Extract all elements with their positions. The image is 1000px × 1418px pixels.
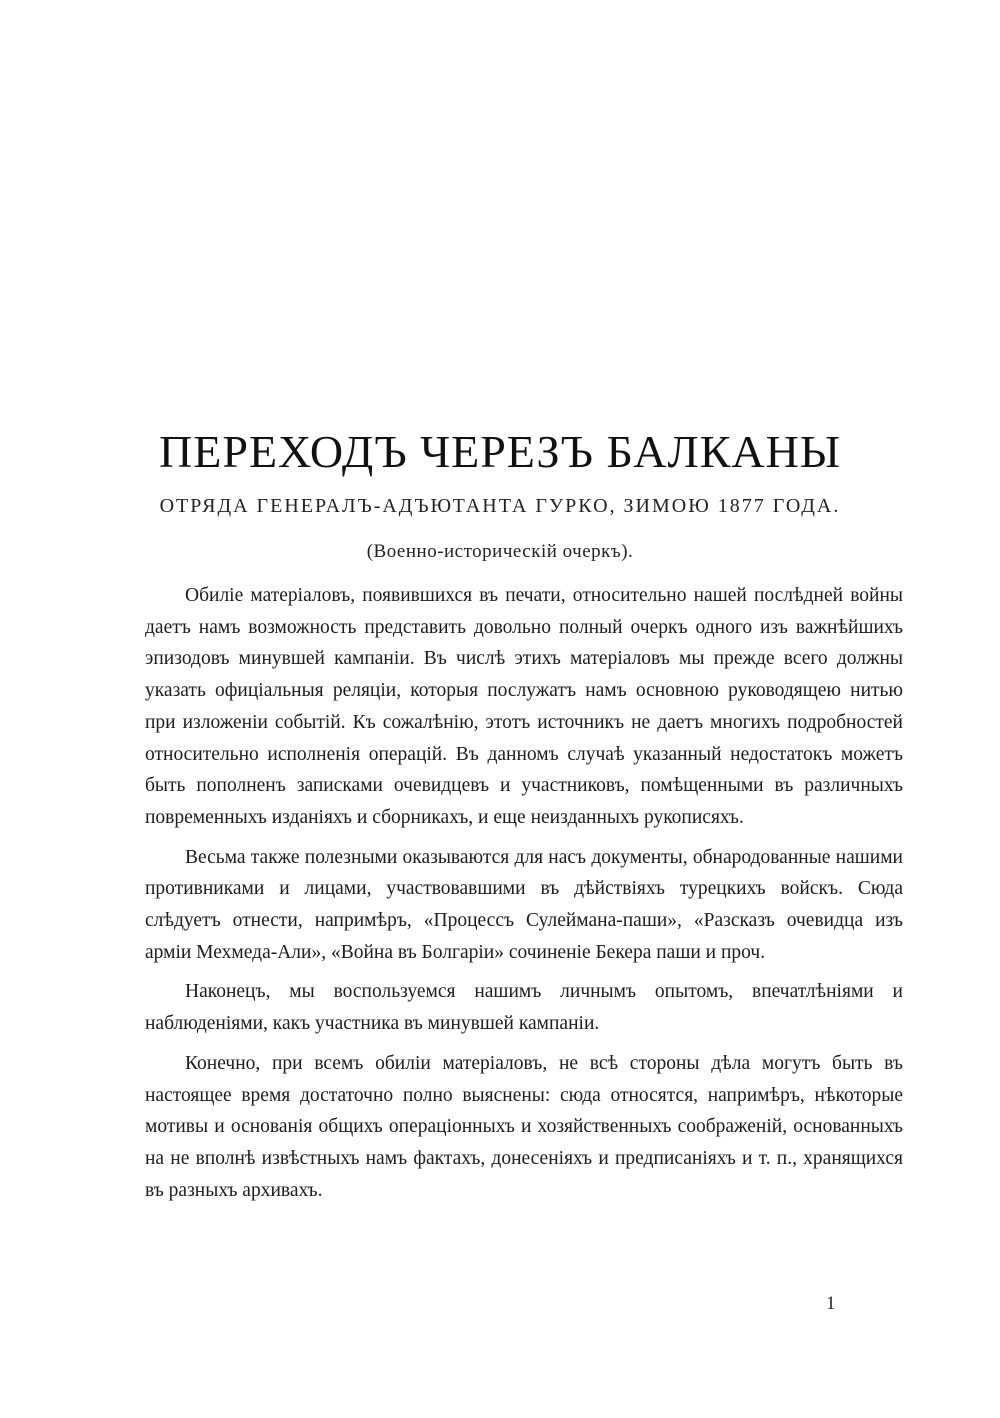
paragraph-4: Конечно, при всемъ обиліи матеріаловъ, не всѣ стороны дѣла могутъ быть въ настоящее время достаточно полно выяснены: сюда относятся, напримѣръ, нѣкоторые мотивы и основанія общихъ операціонныхъ и хозяйственныхъ соображеній, основанныхъ на не вполнѣ извѣстныхъ намъ фактахъ, донесеніяхъ и предписаніяхъ и т. п., хранящихся въ разныхъ архивахъ. — [145, 1052, 903, 1201]
page-number: 1 — [826, 1293, 836, 1314]
document-title: ПЕРЕХОДЪ ЧЕРЕЗЪ БАЛКАНЫ — [159, 426, 841, 477]
body-text — [145, 580, 903, 1214]
document-subtitle: ОТРЯДА ГЕНЕРАЛЪ-АДЪЮТАНТА ГУРКО, ЗИМОЮ 1877 ГОДА. — [159, 495, 841, 517]
paragraph-1: Обиліе матеріаловъ, появившихся въ печати, относительно нашей послѣдней войны даетъ намъ возможность представить довольно полный очеркъ одного изъ важнѣйшихъ эпизодовъ минувшей кампаніи. Въ числѣ этихъ матеріаловъ мы прежде всего должны указать офиціальныя реляціи, которыя послужатъ намъ основною руководящею нитью при изложеніи событій. Къ сожалѣнію, этотъ источникъ не даетъ многихъ подробностей относительно исполненія операцій. Въ данномъ случаѣ указанный недостатокъ можетъ быть пополненъ записками очевидцевъ и участниковъ, помѣщенными въ различныхъ повременныхъ изданіяхъ и сборникахъ, и еще неизданныхъ рукописяхъ. — [145, 585, 903, 828]
document-note: (Военно-историческій очеркъ). — [366, 541, 634, 562]
paragraph-3: Наконецъ, мы воспользуемся нашимъ личнымъ опытомъ, впечатлѣніями и наблюденіями, какъ участника въ минувшей кампаніи. — [145, 981, 903, 1035]
paragraph-2: Весьма также полезными оказываются для насъ документы, обнародованные нашими противниками и лицами, участвовавшими въ дѣйствіяхъ турецкихъ войскъ. Сюда слѣдуетъ отнести, напримѣръ, «Процессъ Сулеймана-паши», «Разсказъ очевидца изъ арміи Мехмеда-Али», «Война въ Болгаріи» сочиненіе Бекера паши и проч. — [145, 846, 903, 963]
